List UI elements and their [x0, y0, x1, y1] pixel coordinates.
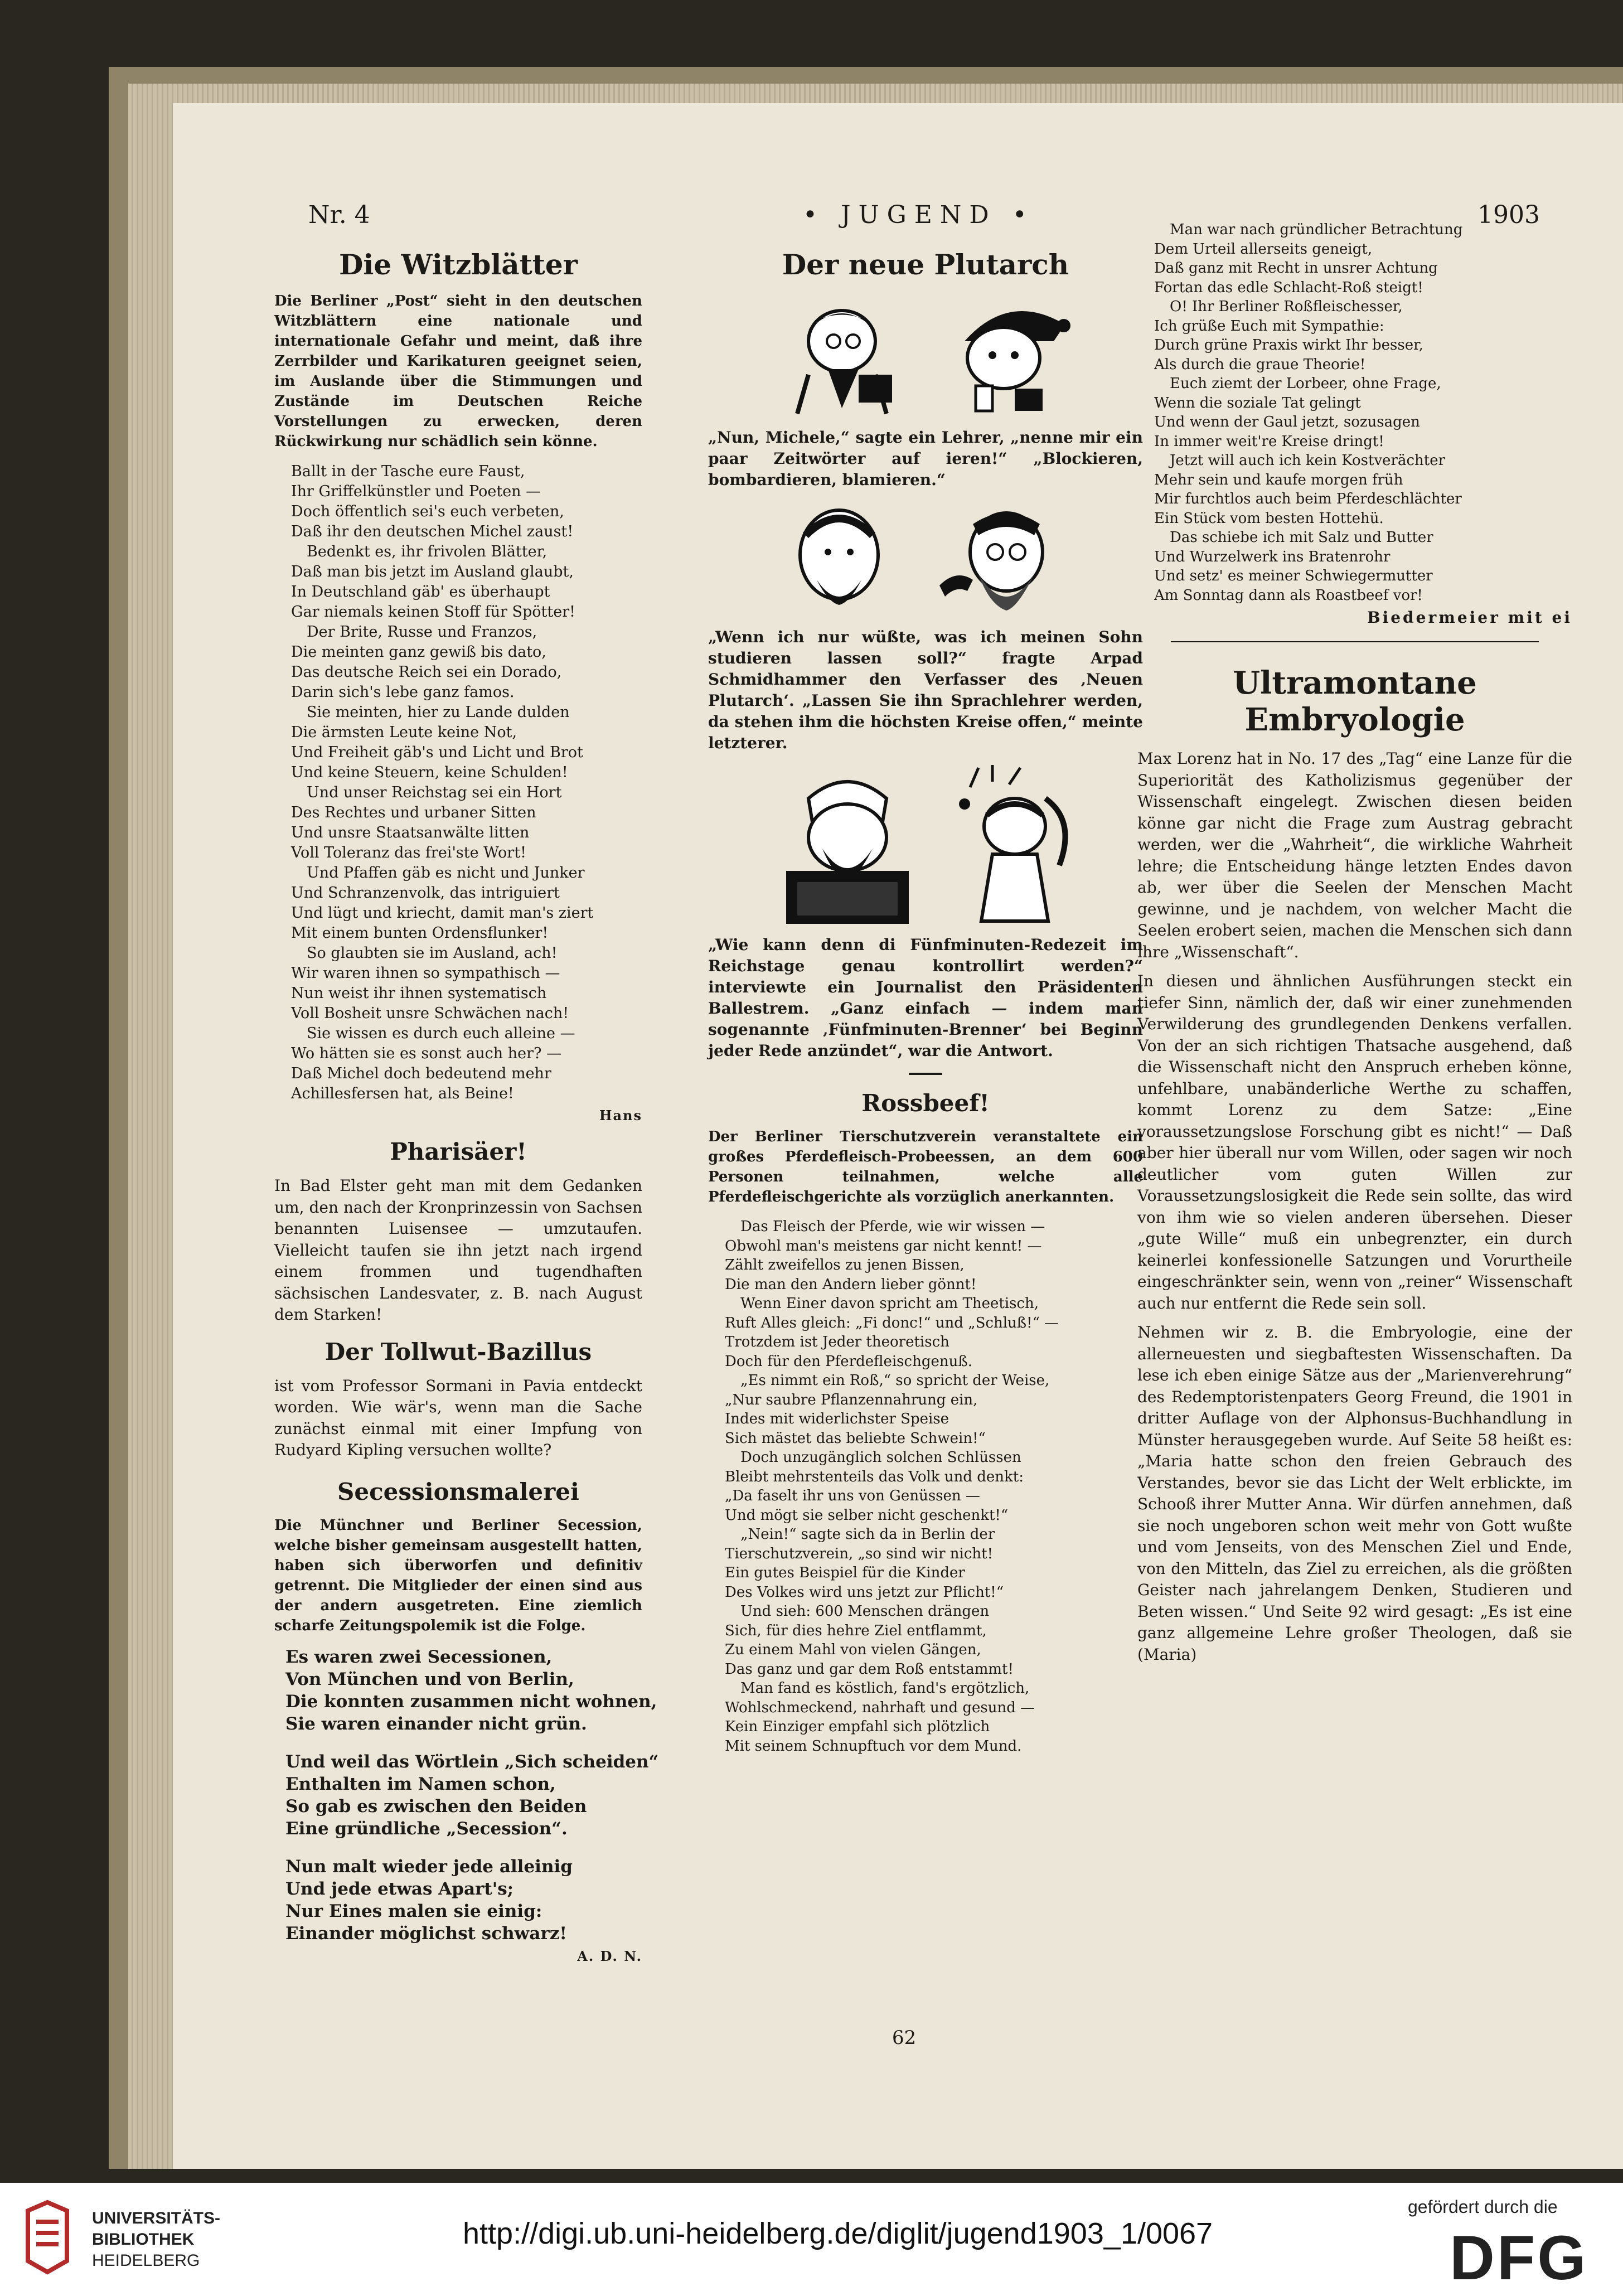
verse-line: Das deutsche Reich sei ein Dorado,	[291, 663, 562, 681]
verse-line: In Deutschland gäb' es überhaupt	[291, 583, 550, 600]
verse-line: Sie meinten, hier zu Lande dulden	[307, 704, 570, 721]
verse-line: „Nur saubre Pflanzennahrung ein,	[725, 1391, 978, 1408]
verse-line: Man war nach gründlicher Betrachtung	[1170, 221, 1463, 238]
caricature-head-right-icon	[928, 502, 1073, 619]
verse-line: Darin sich's lebe ganz famos.	[291, 684, 515, 701]
verse-line: Indes mit widerlichster Speise	[725, 1411, 949, 1427]
divider	[1171, 641, 1539, 642]
verse-line: Mehr sein und kaufe morgen früh	[1154, 471, 1403, 488]
page-number: 62	[892, 2027, 917, 2049]
verse-line: So gab es zwischen den Beiden	[285, 1796, 587, 1817]
verse-line: Enthalten im Namen schon,	[285, 1774, 556, 1794]
verse-line: „Da faselt ihr uns von Genüssen —	[725, 1488, 980, 1504]
plutarch-caption-3: „Wie kann denn di Fünfminuten-Redezeit im Reichstage genau kontrollirt werden?“ interviewte ein Journalist den Präsidenten Ballestrem. „Ganz einfach — indem man sogenannte ‚Fünfminuten-Brenner‘ bei Beginn jeder Rede anzündet“, war die Antwort.	[708, 936, 1143, 1060]
verse-line: Am Sonntag dann als Roastbeef vor!	[1154, 587, 1423, 604]
plutarch-title: Der neue Plutarch	[782, 248, 1069, 281]
dfg-logo: DFG	[1450, 2223, 1588, 2293]
verse-line: Achillesfersen hat, als Beine!	[291, 1085, 514, 1102]
ross-verse-continued	[1137, 220, 1572, 605]
year: 1903	[1477, 201, 1540, 229]
plutarch-caption-1: „Nun, Michele,“ sagte ein Lehrer, „nenne mir ein paar Zeitwörter auf ieren!“ „Blockieren, bombardieren, blamieren.“	[708, 428, 1143, 489]
verse-line: Ihr Griffelkünstler und Poeten —	[291, 483, 541, 500]
phar-text: In Bad Elster geht man mit dem Gedanken um, den nach der Kronprinzessin von Sachsen benannten Luisensee — umzutaufen. Vielleicht taufen sie ihn jetzt nach irgend einem frommen und tugendhaften sächsischen Landesvater, z. B. nach August dem Starken!	[274, 1176, 642, 1324]
verse-line: Die ärmsten Leute keine Not,	[291, 724, 517, 741]
verse-line: In immer weit're Kreise dringt!	[1154, 433, 1384, 450]
verse-line: Und setz' es meiner Schwiegermutter	[1154, 568, 1433, 584]
verse-line: Die konnten zusammen nicht wohnen,	[285, 1691, 657, 1712]
sec-stanza-1	[274, 1646, 657, 1735]
verse-line: Und unsre Staatsanwälte litten	[291, 824, 530, 841]
verse-line: „Es nimmt ein Roß,“ so spricht der Weise,	[740, 1372, 1050, 1389]
column-middle	[708, 248, 1143, 1756]
verse-line: Jetzt will auch ich kein Kostverächter	[1170, 452, 1446, 469]
issue-number: Nr. 4	[308, 201, 370, 229]
verse-line: Sich, für dies hehre Ziel entflammt,	[725, 1622, 987, 1639]
verse-line: Die man den Andern lieber gönnt!	[725, 1276, 977, 1293]
verse-line: Und weil das Wörtlein „Sich scheiden“	[285, 1751, 659, 1772]
verse-line: Ein Stück vom besten Hottehü.	[1154, 510, 1384, 527]
sec-stanza-2	[274, 1751, 659, 1840]
ross-intro: Der Berliner Tierschutzverein veranstaltete ein großes Pferdefleisch-Probeessen, an dem 600 Personen teilnahmen, welche alle Pferdefleischgerichte als vorzüglich anerkannten.	[708, 1128, 1143, 1205]
university-library-logo-icon	[17, 2200, 78, 2278]
verse-line: Zählt zweifellos zu jenen Bissen,	[725, 1257, 965, 1273]
ultra-paragraph-3: Nehmen wir z. B. die Embryologie, eine der allerneuesten und siegbaftesten Wissenschaften. Da lese ich eben einige Sätze aus der „Marienverehrung“ des Redemptoristenpaters Georg Freund, die 1901 in dritter Auflage von der Alphonsus-Buchhandlung in Münster herausgegeben wurde. Auf Seite 58 heißt es: „Maria hatte schon den freien Gebrauch des Verstandes, bevor sie das Licht der Welt erblickte, im Schooß ihrer Mutter Anna. Wir dürfen annehmen, daß sie noch ungeboren schon weit mehr von Gott wußte und vom Jenseits, von des Menschen Ziel und Ende, von den Mitteln, das Ziel zu erreichen, als die größten Geister nach jahrelangem Denken, Studieren und Beten wissen.“ Und Seite 92 wird gesagt: „Es ist eine ganz allgemeine Lehre großer Theologen, daß sie (Maria)	[1137, 1323, 1572, 1664]
verse-line: Ein gutes Beispiel für die Kinder	[725, 1564, 965, 1581]
ross-signature: Biedermeier mit ei	[1367, 608, 1572, 627]
verse-line: Einander möglichst schwarz!	[285, 1923, 567, 1944]
illustration-reichstag	[708, 765, 1143, 927]
verse-line: Nur Eines malen sie einig:	[285, 1901, 542, 1921]
verse-line: Und sieh: 600 Menschen drängen	[740, 1603, 990, 1620]
verse-line: Daß ganz mit Recht in unsrer Achtung	[1154, 260, 1438, 277]
verse-line: Man fand es köstlich, fand's ergötzlich,	[740, 1680, 1030, 1697]
scanned-page	[173, 103, 1623, 2169]
permalink-url[interactable]: http://digi.ub.uni-heidelberg.de/diglit/jugend1903_1/0067	[463, 2217, 1213, 2250]
witz-signature: Hans	[599, 1107, 642, 1123]
verse-line: Wir waren ihnen so sympathisch —	[291, 965, 560, 982]
sec-title: Secessionsmalerei	[337, 1478, 579, 1505]
verse-line: Fortan das edle Schlacht-Roß steigt!	[1154, 279, 1423, 296]
verse-line: Voll Toleranz das frei'ste Wort!	[291, 844, 526, 861]
verse-line: Trotzdem ist Jeder theoretisch	[725, 1334, 949, 1350]
verse-line: Euch ziemt der Lorbeer, ohne Frage,	[1170, 375, 1441, 392]
verse-line: Daß ihr den deutschen Michel zaust!	[291, 523, 574, 540]
caricature-head-left-icon	[778, 502, 906, 619]
verse-line: Der Brite, Russe und Franzos,	[307, 623, 537, 641]
ultra-title: Ultramontane Embryologie	[1233, 665, 1477, 738]
verse-line: Des Volkes wird uns jetzt zur Pflicht!“	[725, 1583, 1004, 1601]
verse-line: Das schiebe ich mit Salz und Butter	[1170, 529, 1433, 546]
verse-line: Ich grüße Euch mit Sympathie:	[1154, 317, 1384, 335]
masthead: • JUGEND •	[803, 201, 1035, 229]
verse-line: Ballt in der Tasche eure Faust,	[291, 463, 525, 480]
caricature-president-icon	[769, 765, 926, 927]
sec-intro: Die Münchner und Berliner Secession, welche bisher gemeinsam ausgestellt hatten, haben sich überworfen und definitiv getrennt. Die Mitglieder der einen sind aus der andern ausgetreten. Eine ziemlich scharfe Zeitungspolemik ist die Folge.	[274, 1517, 642, 1634]
ultra-paragraph-1: Max Lorenz hat in No. 17 des „Tag“ eine Lanze für die Superiorität des Katholizismus gegenüber der Wissenschaft eingelegt. Zwischen diesen beiden könne gar nicht die Frage zum Austrag gebracht werden, wer die „Wahrheit“, die wirkliche Wahrheit lehre; die Entscheidung hänge letzten Endes davon ab, wer über die Seelen der Menschen Macht gewinne, und je nachdem, von welcher Macht die Seelen erobert seien, machen die Menschen sich dann ihre „Wissenschaft“.	[1137, 749, 1572, 961]
verse-line: Nun malt wieder jede alleinig	[285, 1856, 573, 1877]
funding-label: gefördert durch die	[1408, 2197, 1558, 2217]
caricature-journalist-icon	[948, 765, 1082, 927]
toll-title: Der Tollwut-Bazillus	[324, 1338, 592, 1365]
verse-line: Doch unzugänglich solchen Schlüssen	[740, 1449, 1021, 1466]
verse-line: Und jede etwas Apart's;	[285, 1878, 514, 1899]
verse-line: Voll Bosheit unsre Schwächen nach!	[291, 1005, 569, 1022]
ross-verse	[708, 1217, 1143, 1756]
verse-line: Die meinten ganz gewiß bis dato,	[291, 643, 546, 661]
verse-line: Mit seinem Schnupftuch vor dem Mund.	[725, 1737, 1022, 1755]
verse-line: Es waren zwei Secessionen,	[285, 1646, 553, 1667]
verse-line: Mit einem bunten Ordensflunker!	[291, 924, 549, 942]
column-right	[1137, 220, 1572, 1673]
verse-line: So glaubten sie im Ausland, ach!	[307, 944, 558, 962]
verse-line: Das ganz und gar dem Roß entstammt!	[725, 1660, 1014, 1678]
verse-line: Sie wissen es durch euch alleine —	[307, 1025, 575, 1042]
verse-line: Mir furchtlos auch beim Pferdeschlächter	[1154, 491, 1462, 507]
sec-signature: A. D. N.	[577, 1948, 642, 1964]
verse-line: Und keine Steuern, keine Schulden!	[291, 764, 568, 781]
verse-line: Und mögt sie selber nicht geschenkt!“	[725, 1507, 1009, 1524]
verse-line: Bedenkt es, ihr frivolen Blätter,	[307, 543, 548, 560]
verse-line: Und lügt und kriecht, damit man's ziert	[291, 904, 594, 922]
verse-line: Wohlschmeckend, nahrhaft und gesund —	[725, 1699, 1035, 1716]
verse-line: Doch öffentlich sei's euch verbeten,	[291, 503, 565, 520]
verse-line: Eine gründliche „Secession“.	[285, 1818, 568, 1839]
verse-line: Durch grüne Praxis wirkt Ihr besser,	[1154, 337, 1423, 353]
verse-line: Daß Michel doch bedeutend mehr	[291, 1065, 551, 1082]
verse-line: „Nein!“ sagte sich da in Berlin der	[740, 1526, 995, 1543]
witz-intro: Die Berliner „Post“ sieht in den deutschen Witzblättern eine nationale und internationale Gefahr und meint, daß ihre Zerrbilder und Karikaturen geeignet seien, im Auslande über die Stimmungen und Zustände im Deutschen Reiche Vorstellungen zu erwecken, deren Rückwirkung nur schädlich sein könne.	[274, 293, 642, 450]
verse-line: Ruft Alles gleich: „Fi donc!“ und „Schluß!“ —	[725, 1314, 1059, 1331]
witz-title: Die Witzblätter	[338, 248, 578, 281]
verse-line: Zu einem Mahl von vielen Gängen,	[725, 1641, 981, 1658]
verse-line: Des Rechtes und urbaner Sitten	[291, 804, 536, 821]
verse-line: Kein Einziger empfahl sich plötzlich	[725, 1718, 990, 1735]
verse-line: Das Fleisch der Pferde, wie wir wissen —	[740, 1218, 1045, 1235]
verse-line: Doch für den Pferdefleischgenuß.	[725, 1353, 972, 1370]
verse-line: Wenn Einer davon spricht am Theetisch,	[740, 1295, 1039, 1312]
toll-text: ist vom Professor Sormani in Pavia entdeckt worden. Wie wär's, wenn man die Sache zunächst einmal mit einer Impfung von Rudyard Kipling versuchen wollte?	[274, 1376, 642, 1459]
verse-line: Und Pfaffen gäb es nicht und Junker	[307, 864, 585, 881]
verse-line: Wo hätten sie es sonst auch her? —	[291, 1045, 562, 1062]
verse-line: Sich mästet das beliebte Schwein!“	[725, 1430, 986, 1447]
sec-stanza-3	[274, 1856, 642, 1945]
verse-line: O! Ihr Berliner Roßfleischesser,	[1170, 298, 1403, 315]
library-name-line: HEIDELBERG	[92, 2251, 200, 2270]
verse-line: Bleibt mehrstenteils das Volk und denkt:	[725, 1468, 1024, 1485]
verse-line: Obwohl man's meistens gar nicht kennt! —	[725, 1237, 1042, 1254]
caricature-pupil-icon	[942, 291, 1076, 419]
verse-line: Von München und von Berlin,	[285, 1669, 574, 1689]
verse-line: Als durch die graue Theorie!	[1154, 356, 1366, 373]
witz-verse	[274, 462, 642, 1104]
verse-line: Nun weist ihr ihnen systematisch	[291, 985, 547, 1002]
plutarch-caption-2: „Wenn ich nur wüßte, was ich meinen Sohn studieren lassen soll?“ fragte Arpad Schmidhammer den Verfasser des ‚Neuen Plutarch‘. „Lassen Sie ihn Sprachlehrer werden, da stehen ihm die höchsten Kreise offen,“ meinte letzterer.	[708, 628, 1143, 752]
verse-line: Dem Urteil allerseits geneigt,	[1154, 240, 1373, 258]
column-left	[274, 248, 659, 1979]
verse-line: Und Freiheit gäb's und Licht und Brot	[291, 744, 583, 761]
verse-line: Tierschutzverein, „so sind wir nicht!	[725, 1545, 994, 1562]
divider	[909, 1073, 942, 1075]
caricature-teacher-icon	[775, 291, 920, 419]
viewer-footer	[0, 2183, 1623, 2296]
verse-line: Und Schranzenvolk, das intriguiert	[291, 884, 560, 902]
library-name-line: BIBLIOTHEK	[92, 2230, 195, 2249]
illustration-teacher-pupil	[708, 291, 1143, 419]
ross-title: Rossbeef!	[861, 1089, 990, 1117]
library-name-line: UNIVERSITÄTS-	[92, 2209, 221, 2227]
ultra-paragraph-2: In diesen und ähnlichen Ausführungen steckt ein tiefer Sinn, nämlich der, daß wir einer zunehmenden Verwilderung des grundlegenden Denkens verfallen. Von der an sich richtigen Thatsache ausgehend, daß die Wissenschaft nicht den Anspruch erheben könne, unfehlbare, unabänderliche Werthe zu schaffen, kommt Lorenz zu dem Satze: „Eine voraussetzungslose Forschung gibt es nicht!“ — Daß aber hier überall nur vom Willen, oder sagen wir noch deutlicher vom guten Willen zur Voraussetzungslosigkeit die Rede sein sollte, das wird von ihm wie so vielen anderen übersehen. Dieser „gute Wille“ muß ein unbegrenzter, ein durch keinerlei konfessionelle Satzungen und Vorurtheile eingeschränkter sein, wenn von „reiner“ Wissenschaft auch nur entfernt die Rede sein soll.	[1137, 972, 1572, 1312]
verse-line: Und unser Reichstag sei ein Hort	[307, 784, 562, 801]
library-name	[92, 2208, 220, 2271]
verse-line: Und Wurzelwerk ins Bratenrohr	[1154, 548, 1391, 565]
phar-title: Pharisäer!	[390, 1138, 527, 1165]
verse-line: Gar niemals keinen Stoff für Spötter!	[291, 603, 575, 621]
verse-line: Und wenn der Gaul jetzt, sozusagen	[1154, 414, 1420, 430]
verse-line: Daß man bis jetzt im Ausland glaubt,	[291, 563, 574, 580]
verse-line: Wenn die soziale Tat gelingt	[1154, 394, 1361, 411]
illustration-two-heads	[708, 502, 1143, 619]
verse-line: Sie waren einander nicht grün.	[285, 1713, 587, 1734]
